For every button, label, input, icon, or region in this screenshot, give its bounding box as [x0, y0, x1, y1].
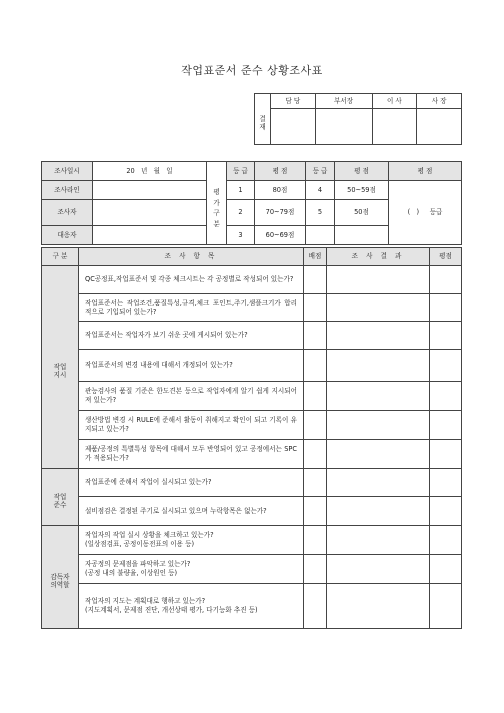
inspector-label: 조사자 [42, 200, 93, 226]
approval-sign-manager[interactable] [315, 109, 372, 145]
result-cell[interactable] [327, 322, 430, 350]
eval-header: 평 점 [389, 162, 462, 181]
checklist-item: 제품/공정의 특별특성 항목에 대해서 모두 반영되어 있고 공정에서는 SPC가 적용되는가? [79, 440, 304, 469]
inspector-value[interactable] [93, 200, 207, 226]
line-value[interactable] [93, 181, 207, 200]
points-cell[interactable] [304, 555, 327, 584]
checklist-item: 작업자의 지도는 계획대로 행하고 있는가? (지도계획서, 문제점 진단, 개선상태 평가, 다기능화 추진 등) [79, 584, 304, 629]
empty-cell [306, 226, 335, 245]
grade-3: 3 [227, 226, 255, 245]
empty-cell [335, 226, 389, 245]
checklist-item: 관능검사의 품질 기준은 한도견본 등으로 작업자에게 알기 쉽게 지시되어져 있는가? [79, 382, 304, 411]
approval-header-ceo: 사 장 [417, 94, 462, 109]
result-cell[interactable] [327, 382, 430, 411]
score-cell[interactable] [430, 526, 462, 555]
checklist-item: 자공정의 문제점을 파악하고 있는가? (공정 내의 불량율, 이상원인 등) [79, 555, 304, 584]
points-cell[interactable] [304, 497, 327, 526]
col-items: 조 사 항 목 [79, 248, 304, 266]
score-4: 50~59점 [335, 181, 389, 200]
checklist-item: 작업표준에 준해서 작업이 실시되고 있는가? [79, 469, 304, 497]
col-points: 배점 [304, 248, 327, 266]
points-cell[interactable] [304, 440, 327, 469]
grade-header: 등 급 [227, 162, 255, 181]
grade-4: 4 [306, 181, 335, 200]
result-cell[interactable] [327, 497, 430, 526]
points-cell[interactable] [304, 322, 327, 350]
points-cell[interactable] [304, 266, 327, 294]
points-cell[interactable] [304, 382, 327, 411]
score-1: 80점 [255, 181, 306, 200]
approval-header-staff: 담 당 [271, 94, 316, 109]
score-header: 평 점 [255, 162, 306, 181]
result-cell[interactable] [327, 526, 430, 555]
result-cell[interactable] [327, 555, 430, 584]
result-cell[interactable] [327, 440, 430, 469]
line-label: 조사라인 [42, 181, 93, 200]
date-value[interactable]: 20 년 월 일 [93, 162, 207, 181]
approval-label: 결 재 [255, 94, 271, 145]
score-cell[interactable] [430, 411, 462, 440]
approval-table [254, 93, 462, 145]
points-cell[interactable] [304, 469, 327, 497]
approval-sign-staff[interactable] [271, 109, 316, 145]
checklist-item: QC공정표,작업표준서 및 각종 체크시트는 각 공정별로 작성되어 있는가? [79, 266, 304, 294]
result-cell[interactable] [327, 350, 430, 382]
result-cell[interactable] [327, 411, 430, 440]
score-2: 70~79점 [255, 200, 306, 226]
score-cell[interactable] [430, 266, 462, 294]
points-cell[interactable] [304, 294, 327, 322]
checklist-item: 작업표준서는 작업자가 보기 쉬운 곳에 게시되어 있는가? [79, 322, 304, 350]
checklist-item: 작업표준서의 변경 내용에 대해서 개정되어 있는가? [79, 350, 304, 382]
points-cell[interactable] [304, 411, 327, 440]
score-5: 50점 [335, 200, 389, 226]
grade-2: 2 [227, 200, 255, 226]
score-cell[interactable] [430, 322, 462, 350]
col-score: 평점 [430, 248, 462, 266]
section-label-compliance: 작업 준수 [42, 469, 79, 526]
score-cell[interactable] [430, 584, 462, 629]
section-label-supervisor: 감독자 의역할 [42, 526, 79, 629]
score-cell[interactable] [430, 555, 462, 584]
checklist-item: 생산방법 변경 시 RULE에 준해서 활동이 취해지고 확인이 되고 기록이 유지되고 있는가? [79, 411, 304, 440]
col-result: 조 사 결 과 [327, 248, 430, 266]
grade-section-label: 평 가 구 분 [207, 162, 227, 245]
info-table [41, 161, 462, 245]
score-cell[interactable] [430, 440, 462, 469]
score-cell[interactable] [430, 350, 462, 382]
checklist-item: 설비점검은 결정된 주기로 실시되고 있으며 누락항목은 없는가? [79, 497, 304, 526]
approval-sign-ceo[interactable] [417, 109, 462, 145]
page-title: 작업표준서 준수 상황조사표 [181, 64, 323, 77]
score-cell[interactable] [430, 497, 462, 526]
grade-1: 1 [227, 181, 255, 200]
score-header-2: 평 점 [335, 162, 389, 181]
points-cell[interactable] [304, 350, 327, 382]
checklist-table [41, 247, 462, 629]
checklist-item: 작업표준서는 작업조건,품질특성,규격,체크 포인트,주기,샘플크기가 합리적으로 기입되어 있는가? [79, 294, 304, 322]
points-cell[interactable] [304, 526, 327, 555]
col-category: 구 분 [42, 248, 79, 266]
score-3: 60~69점 [255, 226, 306, 245]
score-cell[interactable] [430, 469, 462, 497]
section-label-instruction: 작업 지시 [42, 266, 79, 469]
score-cell[interactable] [430, 382, 462, 411]
points-cell[interactable] [304, 584, 327, 629]
result-cell[interactable] [327, 294, 430, 322]
score-cell[interactable] [430, 294, 462, 322]
checklist-item: 작업자의 작업 실시 상황을 체크하고 있는가? (일상점검표, 공정이동전표의 이용 등) [79, 526, 304, 555]
grade-result[interactable]: ( ) 등급 [389, 181, 462, 245]
grade-5: 5 [306, 200, 335, 226]
grade-header-2: 등 급 [306, 162, 335, 181]
target-value[interactable] [93, 226, 207, 245]
approval-header-director: 이 사 [372, 94, 417, 109]
approval-sign-director[interactable] [372, 109, 417, 145]
approval-header-manager: 부서장 [315, 94, 372, 109]
target-label: 대응자 [42, 226, 93, 245]
result-cell[interactable] [327, 584, 430, 629]
result-cell[interactable] [327, 469, 430, 497]
date-label: 조사일시 [42, 162, 93, 181]
result-cell[interactable] [327, 266, 430, 294]
